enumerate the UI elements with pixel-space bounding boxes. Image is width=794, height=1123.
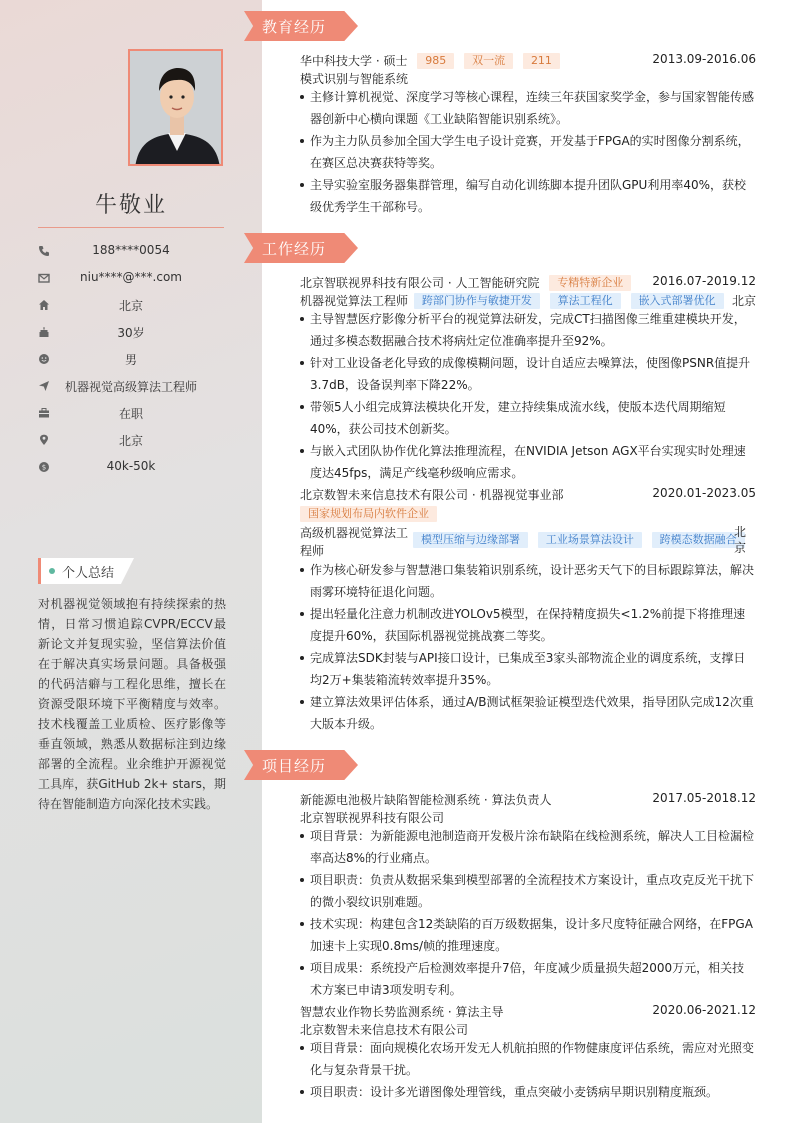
svg-text:$: $ <box>41 463 47 472</box>
info-email <box>38 270 224 288</box>
name-divider <box>38 227 224 228</box>
age-text: 30岁 <box>117 326 145 340</box>
education-tag: 双一流 <box>464 53 513 69</box>
summary-title: 个人总结 <box>62 566 115 581</box>
job-2-city-line2: 京 <box>733 541 746 555</box>
job-1-role: 机器视觉算法工程师 <box>300 294 409 308</box>
job-1-company-line <box>300 274 631 291</box>
job-1-bullet: 针对工业设备老化导致的成像模糊问题，设计自适应去噪算法，使图像PSNR值提升3.7dB，设备误判率下降22%。 <box>300 352 756 396</box>
position-text: 机器视觉高级算法工程师 <box>64 380 197 394</box>
email-text[interactable]: niu****@***.com <box>80 270 182 284</box>
info-salary <box>38 459 224 477</box>
job-1-role-line <box>300 292 724 309</box>
summary-dot-icon <box>49 568 55 574</box>
education-tag: 211 <box>523 53 560 69</box>
education-bullet: 主导实验室服务器集群管理，编写自动化训练脚本提升团队GPU利用率40%，获校级优秀学生干部称号。 <box>300 174 756 218</box>
summary-header <box>38 558 134 584</box>
project-1-bullet: 项目背景：为新能源电池制造商开发极片涂布缺陷在线检测系统，解决人工目检漏检率高达8%的行业痛点。 <box>300 825 756 869</box>
location-text: 北京 <box>118 299 143 313</box>
project-1-bullet: 项目职责：负责从数据采集到模型部署的全流程技术方案设计，重点攻克反光干扰下的微小裂纹识别难题。 <box>300 869 756 913</box>
summary-accent-bar <box>38 558 41 584</box>
info-position <box>38 378 224 396</box>
job-2-tag-row <box>300 506 756 524</box>
job-2-row <box>300 486 756 504</box>
project-2-company: 北京数智未来信息技术有限公司 <box>300 1023 469 1037</box>
project-2-name: 智慧农业作物长势监测系统 · 算法主导 <box>300 1005 504 1019</box>
education-row <box>300 52 756 70</box>
info-gender <box>38 351 224 369</box>
avatar-photo <box>128 49 223 166</box>
job-2-company-tag: 国家规划布局内软件企业 <box>300 506 437 522</box>
job-1-skill-tag: 跨部门协作与敏捷开发 <box>414 293 540 309</box>
education-tag: 985 <box>417 53 454 69</box>
job-2-role <box>300 524 408 560</box>
job-2-skill-tags <box>407 532 745 548</box>
info-location <box>38 297 224 315</box>
info-phone <box>38 243 224 261</box>
job-2-city-line1: 北 <box>733 525 746 539</box>
city-text: 北京 <box>118 434 143 448</box>
job-1-company: 北京智联视界科技有限公司 · 人工智能研究院 <box>300 276 540 290</box>
job-2-role-line1: 高级机器视觉算法工 <box>300 526 409 540</box>
education-bullet: 主修计算机视觉、深度学习等核心课程，连续三年获国家奖学金，参与国家智能传感器创新中心横向课题《工业缺陷智能识别系统》。 <box>300 86 756 130</box>
section-education-header <box>244 11 358 41</box>
project-1-row <box>300 791 756 809</box>
job-2-bullet: 作为核心研发参与智慧港口集装箱识别系统，设计恶劣天气下的目标跟踪算法，解决雨雾环境特征退化问题。 <box>300 559 756 603</box>
candidate-name: 牛敬业 <box>94 193 167 218</box>
job-2-period: 2020.01-2023.05 <box>652 486 756 500</box>
job-2-company: 北京数智未来信息技术有限公司 · 机器视觉事业部 <box>300 488 564 502</box>
job-1-city: 北京 <box>731 294 756 308</box>
job-1-period: 2016.07-2019.12 <box>652 274 756 288</box>
job-1-company-tag: 专精特新企业 <box>549 275 631 291</box>
job-2-bullet: 完成算法SDK封装与API接口设计，已集成至3家头部物流企业的调度系统，支撑日均2万+集装箱流转效率提升35%。 <box>300 647 756 691</box>
phone-text[interactable]: 188****0054 <box>92 243 170 257</box>
project-2-row <box>300 1003 756 1021</box>
project-2-bullet: 项目职责：设计多光谱图像处理管线，重点突破小麦锈病早期识别精度瓶颈。 <box>300 1081 756 1103</box>
education-school-line <box>300 52 560 69</box>
job-1-skill-tag: 算法工程化 <box>550 293 621 309</box>
gender-text: 男 <box>124 353 137 367</box>
section-work-title: 工作经历 <box>262 240 327 258</box>
project-1-company: 北京智联视界科技有限公司 <box>300 811 445 825</box>
education-period: 2013.09-2016.06 <box>652 52 756 66</box>
section-projects-title: 项目经历 <box>262 757 327 775</box>
job-1-row <box>300 274 756 292</box>
job-1-bullet: 主导智慧医疗影像分析平台的视觉算法研发，完成CT扫描图像三维重建模块开发，通过多模态数据融合技术将病灶定位准确率提升至92%。 <box>300 308 756 352</box>
avatar-illustration <box>130 51 223 166</box>
project-1-bullet: 项目成果：系统投产后检测效率提升7倍，年度减少质量损失超2000万元，相关技术方案已申请3项发明专利。 <box>300 957 756 1001</box>
info-age <box>38 324 224 342</box>
project-2-period: 2020.06-2021.12 <box>652 1003 756 1017</box>
project-2-bullet: 项目背景：面向规模化农场开发无人机航拍照的作物健康度评估系统，需应对光照变化与复杂背景干扰。 <box>300 1037 756 1081</box>
job-2-bullet: 提出轻量化注意力机制改进YOLOv5模型，在保持精度损失<1.2%前提下将推理速度提升60%，获国际机器视觉挑战赛二等奖。 <box>300 603 756 647</box>
job-2-city <box>734 524 746 556</box>
job-2-skill-tag: 模型压缩与边缘部署 <box>413 532 528 548</box>
summary-text: 对机器视觉领域抱有持续探索的热情，日常习惯追踪CVPR/ECCV最新论文并复现实验，坚信算法价值在于解决真实场景问题。具备极强的代码洁癖与工程化思维，擅长在资源受限环境下平衡精度与效率。技术栈覆盖工业质检、医疗影像等垂直领域，熟悉从数据标注到边缘部署的全流程。业余维护开源视觉工具库，获GitHub 2k+ stars，期待在智能制造方向深化技术实践。 <box>38 597 226 811</box>
sidebar <box>0 0 262 1123</box>
project-1-name: 新能源电池极片缺陷智能检测系统 · 算法负责人 <box>300 793 552 807</box>
job-2-bullet: 建立算法效果评估体系，通过A/B测试框架验证模型迭代效果，指导团队完成12次重大版本升级。 <box>300 691 756 735</box>
status-text: 在职 <box>118 407 143 421</box>
job-2-role-line2: 程师 <box>300 544 325 558</box>
education-bullet: 作为主力队员参加全国大学生电子设计竞赛，开发基于FPGA的实时图像分割系统，在赛区总决赛获特等奖。 <box>300 130 756 174</box>
job-2-role-row <box>300 524 756 560</box>
info-status <box>38 405 224 423</box>
job-1-bullet: 与嵌入式团队协作优化算法推理流程，在NVIDIA Jetson AGX平台实现实时处理速度达45fps，满足产线毫秒级响应需求。 <box>300 440 756 484</box>
job-1-bullet: 带领5人小组完成算法模块化开发，建立持续集成流水线，使版本迭代周期缩短40%，获公司技术创新奖。 <box>300 396 756 440</box>
salary-text: 40k-50k <box>106 459 156 473</box>
section-work-header <box>244 233 358 263</box>
project-1-period: 2017.05-2018.12 <box>652 791 756 805</box>
job-1-skill-tag: 嵌入式部署优化 <box>631 293 724 309</box>
info-city <box>38 432 224 450</box>
section-education-title: 教育经历 <box>262 18 327 36</box>
education-school: 华中科技大学 · 硕士 <box>300 54 408 68</box>
project-1-bullet: 技术实现：构建包含12类缺陷的百万级数据集，设计多尺度特征融合网络，在FPGA加速卡上实现0.8ms/帧的推理速度。 <box>300 913 756 957</box>
section-projects-header <box>244 750 358 780</box>
job-2-skill-tag: 工业场景算法设计 <box>538 532 642 548</box>
education-major: 模式识别与智能系统 <box>300 72 409 86</box>
job-2-tag-line <box>300 506 437 522</box>
job-2-skill-tag: 跨模态数据融合 <box>652 532 745 548</box>
